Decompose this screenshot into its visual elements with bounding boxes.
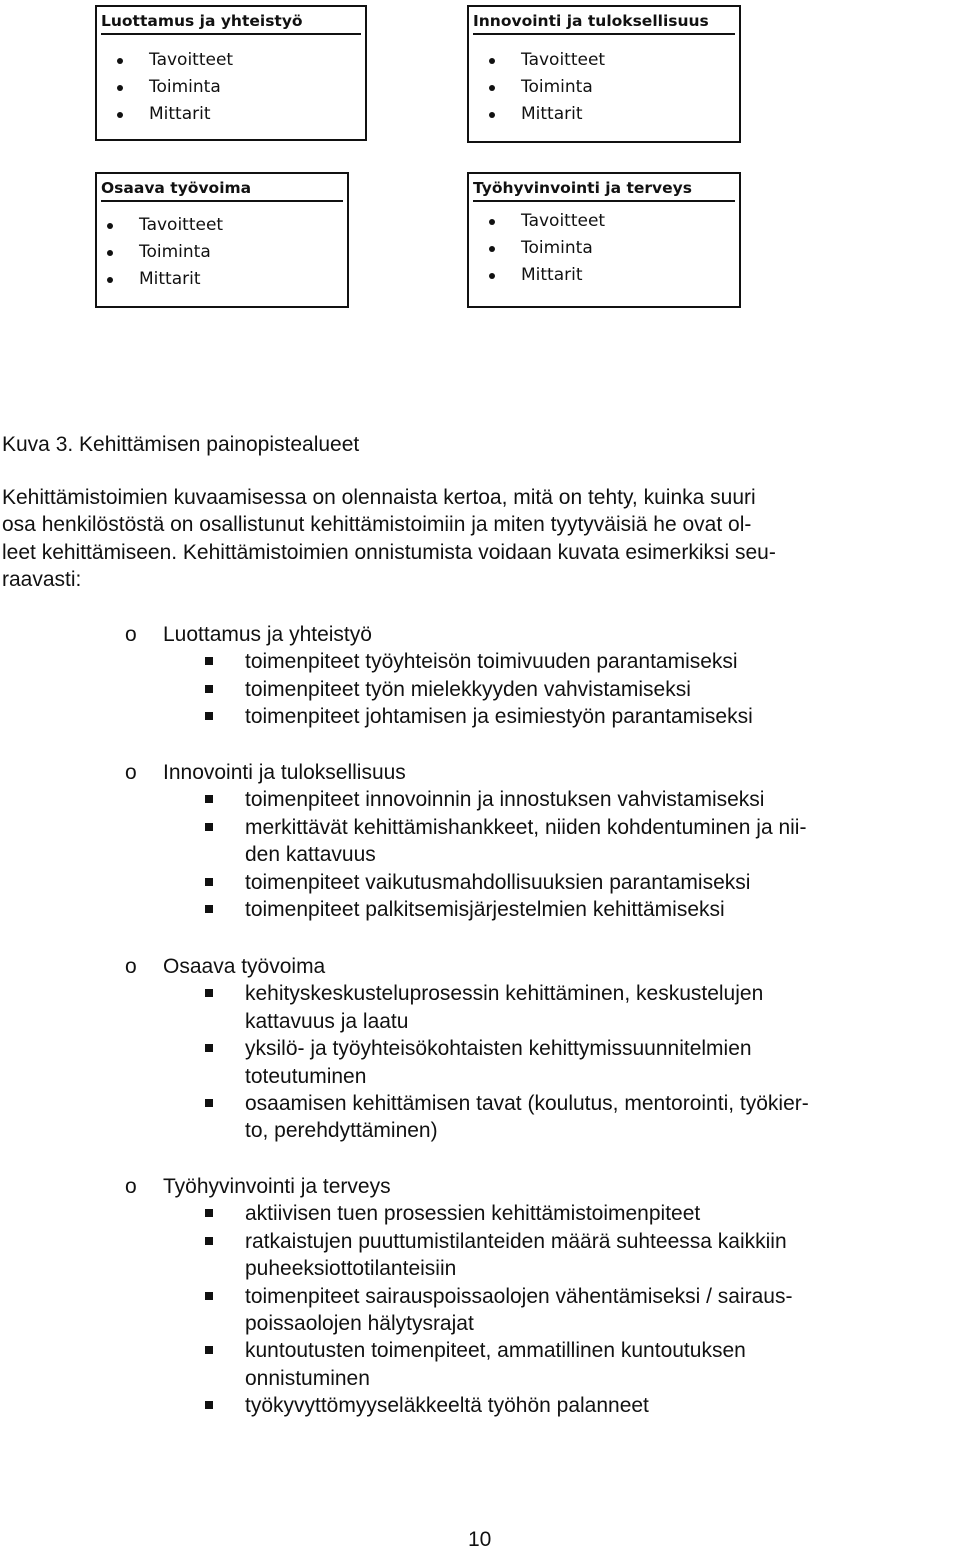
figure-box-item: Mittarit (487, 262, 605, 289)
section-marker: o (125, 761, 137, 784)
list-item: työkyvyttömyyseläkkeeltä työhön palanneet (205, 1392, 935, 1419)
page-number: 10 (468, 1528, 492, 1551)
figure-box-title: Innovointi ja tuloksellisuus (473, 9, 735, 35)
list-item: toimenpiteet työn mielekkyyden vahvistamiseksi (205, 676, 935, 703)
list-item: kehityskeskusteluprosessin kehittäminen, keskustelujen kattavuus ja laatu (205, 980, 935, 1035)
list-item: aktiivisen tuen prosessien kehittämistoimenpiteet (205, 1200, 935, 1227)
paragraph-line: raavasti: (2, 568, 82, 592)
figure-box-item: Tavoitteet (487, 47, 605, 74)
list-item: kuntoutusten toimenpiteet, ammatillinen kuntoutuksen onnistuminen (205, 1337, 935, 1392)
figure-box-item: Tavoitteet (105, 212, 223, 239)
paragraph-line: Kehittämistoimien kuvaamisessa on olennaista kertoa, mitä on tehty, kuinka suuri (2, 486, 756, 509)
figure-box-list (115, 47, 233, 128)
figure-box-title: Työhyvinvointi ja terveys (473, 176, 735, 202)
list-item: toimenpiteet vaikutusmahdollisuuksien parantamiseksi (205, 869, 935, 896)
figure-box-item: Toiminta (487, 74, 605, 101)
section-items (205, 980, 935, 1144)
figure-box-item: Tavoitteet (487, 208, 605, 235)
section-heading: Osaava työvoima (163, 955, 326, 978)
list-item: merkittävät kehittämishankkeet, niiden kohdentuminen ja nii- den kattavuus (205, 814, 935, 869)
figure-box-innovointi (467, 5, 741, 143)
section-items (205, 1200, 935, 1419)
list-item: ratkaistujen puuttumistilanteiden määrä suhteessa kaikkiin puheeksiottotilanteisiin (205, 1228, 935, 1283)
list-item: toimenpiteet innovoinnin ja innostuksen vahvistamiseksi (205, 786, 935, 813)
figure-box-osaava (95, 172, 349, 308)
paragraph-line: leet kehittämiseen. Kehittämistoimien onnistumista voidaan kuvata esimerkiksi seu- (2, 540, 776, 564)
section-marker: o (125, 1175, 137, 1198)
figure-box-item: Tavoitteet (115, 47, 233, 74)
section-marker: o (125, 955, 137, 978)
figure-caption: Kuva 3. Kehittämisen painopistealueet (2, 433, 360, 456)
list-item: toimenpiteet työyhteisön toimivuuden parantamiseksi (205, 648, 935, 675)
figure-box-list (105, 212, 223, 293)
section-heading: Työhyvinvointi ja terveys (163, 1175, 391, 1198)
figure-box-list (487, 47, 605, 128)
section-items (205, 786, 935, 923)
section-heading: Innovointi ja tuloksellisuus (163, 761, 406, 784)
list-item: yksilö- ja työyhteisökohtaisten kehittymissuunnitelmien toteutuminen (205, 1035, 935, 1090)
figure-box-title: Osaava työvoima (101, 176, 343, 202)
paragraph-line: osa henkilöstöstä on osallistunut kehittämistoimiin ja miten tyytyväisiä he ovat ol- (2, 513, 752, 537)
list-item: toimenpiteet johtamisen ja esimiestyön parantamiseksi (205, 703, 935, 730)
figure-box-item: Toiminta (105, 239, 223, 266)
body-paragraph (2, 484, 938, 594)
list-item: toimenpiteet palkitsemisjärjestelmien kehittämiseksi (205, 896, 935, 923)
figure-box-item: Toiminta (487, 235, 605, 262)
figure-box-item: Mittarit (105, 266, 223, 293)
figure-box-item: Mittarit (115, 101, 233, 128)
list-item: toimenpiteet sairauspoissaolojen vähentämiseksi / sairaus- poissaolojen hälytysrajat (205, 1283, 935, 1338)
list-item: osaamisen kehittämisen tavat (koulutus, mentorointi, työkier- to, perehdyttäminen) (205, 1090, 935, 1145)
figure-box-title: Luottamus ja yhteistyö (101, 9, 361, 35)
figure-box-luottamus (95, 5, 367, 141)
section-items (205, 648, 935, 730)
figure-box-list (487, 208, 605, 289)
figure-box-tyohyvinvointi (467, 172, 741, 308)
section-marker: o (125, 623, 137, 646)
figure-box-item: Mittarit (487, 101, 605, 128)
section-heading: Luottamus ja yhteistyö (163, 623, 372, 646)
figure-box-item: Toiminta (115, 74, 233, 101)
